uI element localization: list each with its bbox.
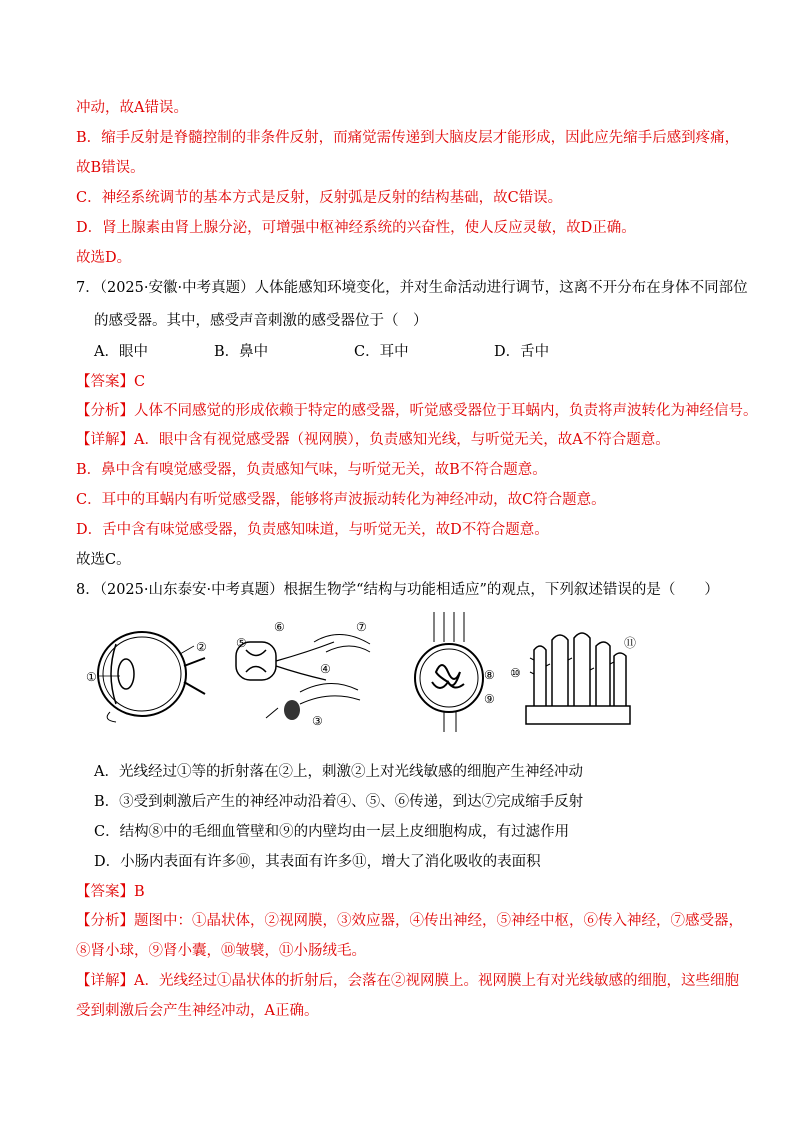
label-2: ② [196,640,207,654]
q7-detail: 【详解】A．眼中含有视觉感受器（视网膜），负责感知光线，与听觉无关，故A不符合题意。 [76,432,670,448]
explanation-line: D．肾上腺素由肾上腺分泌，可增强中枢神经系统的兴奋性，使人反应灵敏，故D正确。 [76,220,636,236]
q7-analysis: 【分析】人体不同感觉的形成依赖于特定的感受器，听觉感受器位于耳蜗内，负责将声波转化为神经信号。 [76,403,758,419]
q7-detail: D．舌中含有味觉感受器，负责感知味道，与听觉无关，故D不符合题意。 [76,522,549,538]
q7-option-a: A．眼中 [94,344,148,360]
explanation-line: B．缩手反射是脊髓控制的非条件反射，而痛觉需传递到大脑皮层才能形成，因此应先缩手后感到疼痛， [76,130,740,146]
label-7: ⑦ [356,620,367,634]
question-7-stem-cont: 的感受器。其中，感受声音刺激的感受器位于（ ） [94,313,428,329]
label-1: ① [86,670,97,684]
label-3: ③ [312,714,323,728]
eye-diagram [80,624,210,724]
q7-detail: B．鼻中含有嗅觉感受器，负责感知气味，与听觉无关，故B不符合题意。 [76,462,547,478]
q8-option-d: D．小肠内表面有许多⑩，其表面有许多⑪，增大了消化吸收的表面积 [94,854,541,870]
label-10: ⑩ [510,666,521,680]
q8-answer: 【答案】B [76,884,145,900]
q8-option-c: C．结构⑧中的毛细血管壁和⑨的内壁均由一层上皮细胞构成，有过滤作用 [94,824,570,840]
q8-option-a: A．光线经过①等的折射落在②上，刺激②上对光线敏感的细胞产生神经冲动 [94,764,583,780]
explanation-line: 冲动，故A错误。 [76,100,188,116]
explanation-line: 故B错误。 [76,160,145,176]
q8-detail: 受到刺激后会产生神经冲动，A正确。 [76,1003,319,1019]
label-6: ⑥ [274,620,285,634]
label-5: ⑤ [236,636,247,650]
q8-option-b: B．③受到刺激后产生的神经冲动沿着④、⑤、⑥传递，到达⑦完成缩手反射 [94,794,584,810]
label-9: ⑨ [484,692,495,706]
label-4: ④ [320,662,331,676]
q7-answer: 【答案】C [76,374,146,390]
q7-option-d: D．舌中 [494,344,550,360]
label-11: ⑪ [624,636,637,650]
q7-detail: C．耳中的耳蜗内有听觉感受器，能够将声波振动转化为神经冲动，故C符合题意。 [76,492,606,508]
question-8-stem: 8．（2025·山东泰安·中考真题）根据生物学“结构与功能相适应”的观点，下列叙述错误的是（ ） [76,582,719,598]
explanation-line: 故选D。 [76,250,132,266]
q8-analysis: ⑧肾小球，⑨肾小囊，⑩皱襞，⑪小肠绒毛。 [76,943,366,959]
q8-analysis: 【分析】题图中：①晶状体，②视网膜，③效应器，④传出神经，⑤神经中枢，⑥传入神经，⑦感受器， [76,913,743,929]
question-7-stem: 7．（2025·安徽·中考真题）人体能感知环境变化，并对生命活动进行调节，这离不开分布在身体不同部位 [76,280,748,296]
label-8: ⑧ [484,668,495,682]
q7-select: 故选C。 [76,552,131,568]
explanation-line: C．神经系统调节的基本方式是反射，反射弧是反射的结构基础，故C错误。 [76,190,563,206]
question-8-figure [80,612,640,732]
intestine-villi-diagram [524,630,637,730]
glomerulus-diagram [404,612,494,732]
q8-detail: 【详解】A．光线经过①晶状体的折射后，会落在②视网膜上。视网膜上有对光线敏感的细胞，这些细胞 [76,973,739,989]
q7-option-c: C．耳中 [354,344,409,360]
q7-option-b: B．鼻中 [214,344,269,360]
